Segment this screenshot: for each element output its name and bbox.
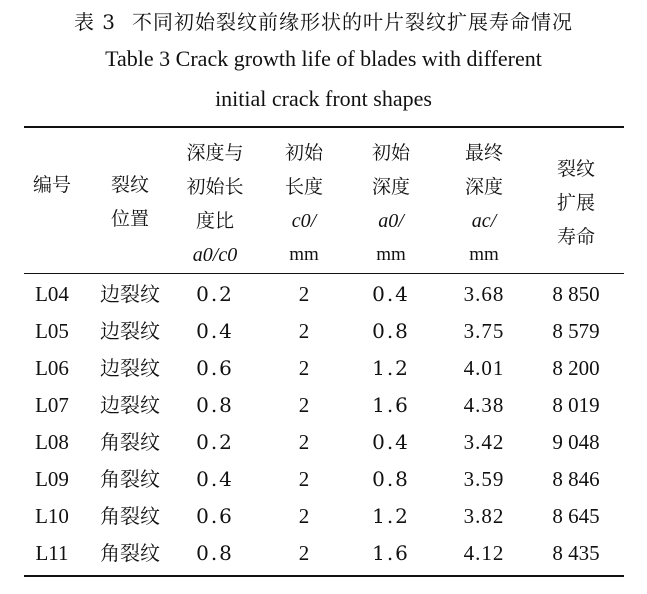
cell-final-depth: 4.12 [463,541,505,565]
cell-life: 8 850 [552,282,600,306]
cell-ratio: 0.8 [196,541,234,565]
cell-position: 角裂纹 [100,541,160,565]
table-row [0,350,647,387]
header-ratio-symbol: a0/c0 [192,244,238,266]
cell-life: 8 846 [552,467,600,491]
header-final-depth-symbol: ac/ [471,210,497,232]
header-init-length [264,136,344,272]
header-life [532,152,620,254]
table-title-cn: 不同初始裂纹前缘形状的叶片裂纹扩展寿命情况 [132,10,574,34]
cell-id: L11 [35,541,69,565]
cell-init-depth: 0.4 [372,430,410,454]
cell-final-depth: 3.82 [463,504,505,528]
cell-life: 8 645 [552,504,600,528]
cell-final-depth: 3.75 [463,319,505,343]
table-row [0,424,647,461]
cell-init-depth: 0.8 [372,467,410,491]
cell-init-depth: 0.8 [372,319,410,343]
header-init-length-unit: mm [289,244,319,265]
header-init-length-symbol: c0/ [291,210,317,232]
header-init-depth-unit: mm [376,244,406,265]
cell-ratio: 0.4 [196,319,234,343]
header-init-depth [352,136,430,272]
cell-id: L06 [35,356,69,380]
cell-init-length: 2 [298,393,310,417]
table-title-en-line1: Table 3 Crack growth life of blades with different [105,46,542,71]
cell-init-length: 2 [298,430,310,454]
cell-position: 边裂纹 [100,282,160,306]
cell-ratio: 0.6 [196,504,234,528]
cell-final-depth: 4.38 [463,393,505,417]
table-row [0,498,647,535]
header-init-depth-line2: 深度 [371,176,410,198]
header-final-depth-line1: 最终 [464,142,503,164]
table-header-rule [24,273,624,274]
header-init-length-line2: 长度 [284,176,323,198]
cell-init-length: 2 [298,356,310,380]
cell-init-length: 2 [298,467,310,491]
cell-ratio: 0.6 [196,356,234,380]
cell-life: 8 579 [552,319,600,343]
cell-position: 边裂纹 [100,356,160,380]
header-init-depth-symbol: a0/ [378,210,404,232]
header-init-length-line1: 初始 [284,142,323,164]
cell-ratio: 0.2 [196,430,234,454]
cell-final-depth: 3.42 [463,430,505,454]
cell-id: L07 [35,393,69,417]
table-row [0,276,647,313]
cell-final-depth: 3.59 [463,467,505,491]
header-id [22,168,82,202]
cell-id: L08 [35,430,69,454]
cell-position: 边裂纹 [100,393,160,417]
cell-life: 9 048 [552,430,600,454]
cell-ratio: 0.4 [196,467,234,491]
cell-final-depth: 4.01 [463,356,505,380]
header-final-depth [442,136,526,272]
header-ratio-line3: 度比 [195,210,234,232]
header-ratio-line1: 深度与 [186,142,244,164]
header-life-line1: 裂纹 [556,158,595,180]
cell-position: 角裂纹 [100,467,160,491]
cell-init-depth: 1.2 [372,356,410,380]
header-position-line2: 位置 [110,208,149,230]
cell-init-depth: 1.6 [372,393,410,417]
header-final-depth-line2: 深度 [464,176,503,198]
cell-init-depth: 1.6 [372,541,410,565]
cell-id: L09 [35,467,69,491]
header-ratio [172,136,258,272]
table-title-en-line2: initial crack front shapes [215,86,432,111]
header-position-line1: 裂纹 [110,174,149,196]
cell-life: 8 200 [552,356,600,380]
table-caption-cn [0,6,647,35]
header-ratio-line2: 初始长 [186,176,244,198]
cell-position: 角裂纹 [100,430,160,454]
cell-init-length: 2 [298,319,310,343]
cell-init-length: 2 [298,541,310,565]
cell-init-depth: 1.2 [372,504,410,528]
cell-ratio: 0.8 [196,393,234,417]
cell-ratio: 0.2 [196,282,234,306]
table-row [0,461,647,498]
table-number: 表 3 [73,10,117,34]
cell-init-length: 2 [298,282,310,306]
header-init-depth-line1: 初始 [371,142,410,164]
header-final-depth-unit: mm [469,244,499,265]
cell-id: L05 [35,319,69,343]
table-row [0,387,647,424]
header-id-label: 编号 [32,174,71,196]
header-life-line3: 寿命 [556,226,595,248]
cell-life: 8 435 [552,541,600,565]
table-row [0,313,647,350]
header-life-line2: 扩展 [556,192,595,214]
cell-life: 8 019 [552,393,600,417]
cell-position: 角裂纹 [100,504,160,528]
table-bottom-rule [24,575,624,577]
cell-init-depth: 0.4 [372,282,410,306]
header-position [86,168,174,236]
cell-id: L04 [35,282,69,306]
table-row [0,535,647,572]
cell-id: L10 [35,504,69,528]
cell-final-depth: 3.68 [463,282,505,306]
cell-init-length: 2 [298,504,310,528]
table-top-rule [24,126,624,128]
cell-position: 边裂纹 [100,319,160,343]
